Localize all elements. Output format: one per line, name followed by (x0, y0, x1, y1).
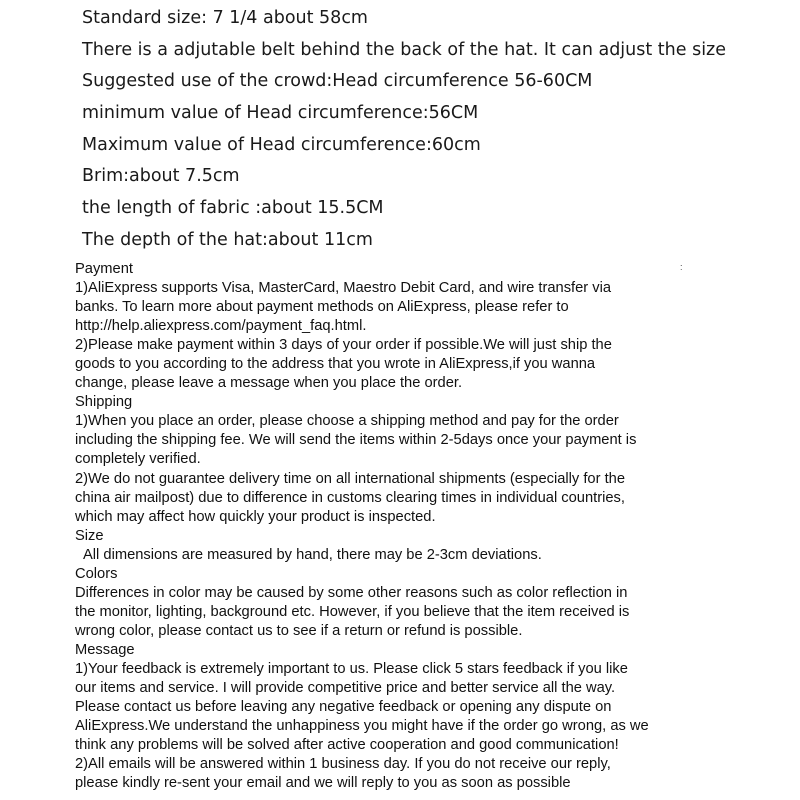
payment-line: banks. To learn more about payment methods on AliExpress, please refer to (75, 299, 569, 316)
payment-line: change, please leave a message when you place the order. (75, 375, 463, 392)
size-heading: Size (75, 527, 104, 544)
spec-max-circumference: Maximum value of Head circumference:60cm (82, 134, 481, 155)
size-line: All dimensions are measured by hand, there may be 2-3cm deviations. (83, 546, 542, 563)
message-heading: Message (75, 641, 135, 658)
colors-line: the monitor, lighting, background etc. However, if you believe that the item received is (75, 603, 630, 620)
payment-heading: Payment (75, 261, 133, 277)
message-line: our items and service. I will provide competitive price and better service all the way. (75, 680, 616, 697)
spec-brim: Brim:about 7.5cm (82, 166, 240, 187)
colors-line: Differences in color may be caused by some other reasons such as color reflection in (75, 584, 628, 601)
shipping-line: including the shipping fee. We will send the items within 2-5days once your payment is (75, 432, 637, 449)
product-specs (82, 4, 782, 258)
message-line: please kindly re-sent your email and we will reply to you as soon as possible (75, 775, 571, 792)
shipping-line: 1)When you place an order, please choose a shipping method and pay for the order (75, 413, 619, 430)
spec-standard-size: Standard size: 7 1/4 about 58cm (82, 8, 368, 28)
message-line: Please contact us before leaving any negative feedback or opening any dispute on (75, 699, 612, 716)
payment-line: goods to you according to the address that you wrote in AliExpress,if you wanna (75, 356, 596, 373)
stray-mark: : (680, 262, 683, 272)
message-line: 1)Your feedback is extremely important to us. Please click 5 stars feedback if you like (75, 660, 628, 677)
shipping-line: which may affect how quickly your product is inspected. (75, 508, 436, 525)
message-line: 2)All emails will be answered within 1 business day. If you do not receive our reply, (75, 756, 611, 773)
shipping-line: china air mailpost) due to difference in customs clearing times in individual countries, (75, 489, 625, 506)
shipping-line: 2)We do not guarantee delivery time on all international shipments (especially for the (75, 470, 625, 487)
shipping-heading: Shipping (75, 394, 133, 411)
spec-min-circumference: minimum value of Head circumference:56CM (82, 103, 479, 124)
spec-suggested-crowd: Suggested use of the crowd:Head circumference 56-60CM (82, 71, 593, 92)
spec-hat-depth: The depth of the hat:about 11cm (82, 229, 373, 250)
message-line: AliExpress.We understand the unhappiness you might have if the order go wrong, as we (75, 718, 649, 735)
store-policy (75, 260, 785, 793)
payment-line: 1)AliExpress supports Visa, MasterCard, Maestro Debit Card, and wire transfer via (75, 280, 612, 297)
spec-fabric-length: the length of fabric :about 15.5CM (82, 198, 384, 219)
payment-line: http://help.aliexpress.com/payment_faq.html. (75, 318, 367, 335)
message-line: think any problems will be solved after active cooperation and good communication! (75, 737, 619, 754)
payment-line: 2)Please make payment within 3 days of your order if possible.We will just ship the (75, 337, 612, 354)
colors-line: wrong color, please contact us to see if a return or refund is possible. (75, 622, 523, 639)
colors-heading: Colors (75, 565, 118, 582)
spec-adjustable-belt: There is a adjutable belt behind the back of the hat. It can adjust the size (82, 39, 727, 60)
shipping-line: completely verified. (75, 451, 201, 468)
